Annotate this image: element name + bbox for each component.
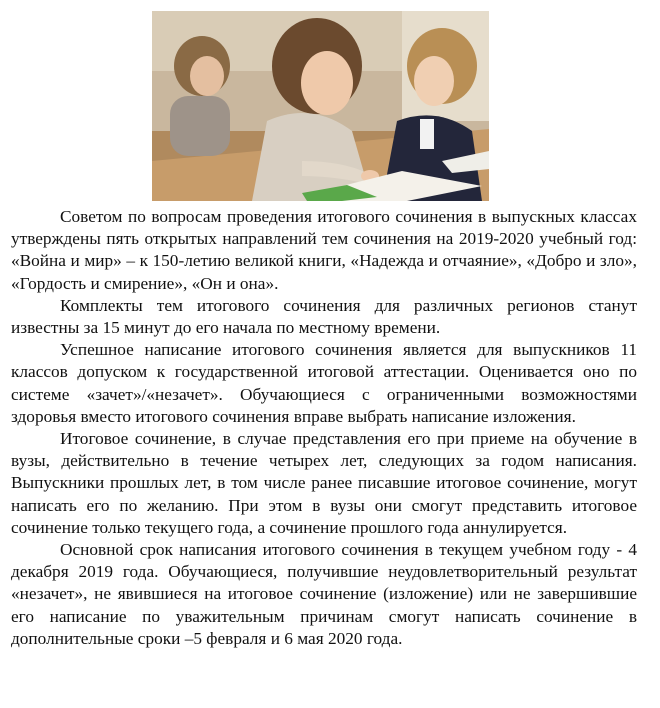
article-body	[11, 206, 637, 650]
paragraph-admission: Успешное написание итогового сочинения является для выпускников 11 классов допуском к государственной итоговой аттестации. Оценивается оно по системе «зачет»/«незачет». Обучающиеся с ограниченными возможностями здоровья вместо итогового сочинения вправе выбрать написание изложения.	[11, 340, 637, 426]
students-writing-illustration	[152, 11, 489, 201]
paragraph-validity: Итоговое сочинение, в случае представления его при приеме на обучение в вузы, действительно в течение четырех лет, следующих за годом написания. Выпускники прошлых лет, в том числе ранее писавшие итоговое сочинение, могут написать его по желанию. При этом в вузы они смогут представить итоговое сочинение только текущего года, а сочинение прошлого года аннулируется.	[11, 429, 637, 537]
exam-photo	[152, 11, 489, 201]
paragraph-dates: Основной срок написания итогового сочинения в текущем учебном году - 4 декабря 2019 года. Обучающиеся, получившие неудовлетворительный результат «незачет», не явившиеся на итоговое сочинение (изложение) или не завершившие его написание по уважительным причинам смогут написать сочинение в дополнительные сроки –5 февраля и 6 мая 2020 года.	[11, 540, 637, 648]
paragraph-topic-sets: Комплекты тем итогового сочинения для различных регионов станут известны за 15 минут до его начала по местному времени.	[11, 295, 637, 338]
paragraph-essay-topics: Советом по вопросам проведения итогового сочинения в выпускных классах утверждены пять открытых направлений тем сочинения на 2019-2020 учебный год: «Война и мир» – к 150-летию великой книги, «Надежда и отчаяние», «Добро и зло», «Гордость и смирение», «Он и она».	[11, 207, 637, 293]
